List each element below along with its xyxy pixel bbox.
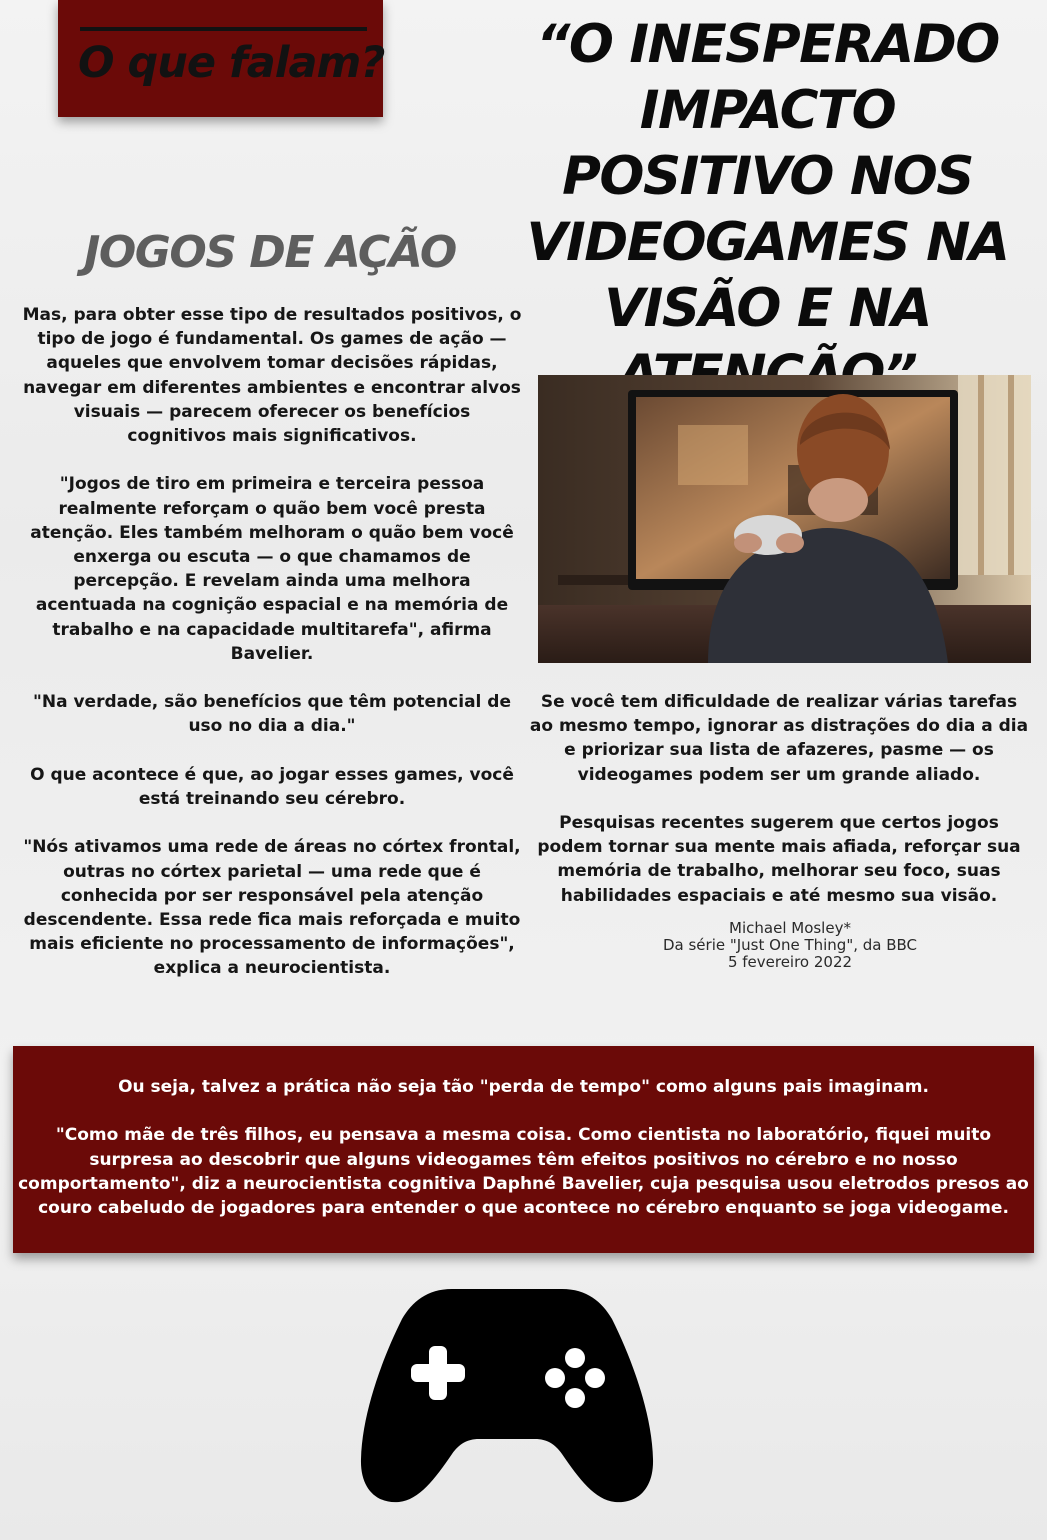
- left-paragraph: Mas, para obter esse tipo de resultados positivos, o tipo de jogo é fundamental. Os games de ação — aqueles que envolvem tomar decisões rápidas, navegar em diferentes ambientes e encontrar alvos visuais — parecem oferecer os benefícios cognitivos mais significativos.: [22, 305, 522, 447]
- credit-date: 5 fevereiro 2022: [727, 953, 853, 971]
- quote-banner: [13, 1046, 1034, 1253]
- right-paragraph: Se você tem dificuldade de realizar várias tarefas ao mesmo tempo, ignorar as distrações do dia a dia e priorizar sua lista de afazeres, pasme — os videogames podem ser um grande aliado.: [529, 692, 1029, 785]
- credit-series: Da série "Just One Thing", da BBC: [662, 936, 918, 954]
- tag-rule: [80, 27, 367, 31]
- left-paragraph: "Na verdade, são benefícios que têm potencial de uso no dia a dia.": [33, 692, 511, 737]
- banner-paragraph: "Como mãe de três filhos, eu pensava a mesma coisa. Como cientista no laboratório, fiquei muito surpresa ao descobrir que alguns videogames têm efeitos positivos no cérebro e no nosso comportamento", diz a neurocientista cognitiva Daphné Bavelier, cuja pesquisa usou eletrodos presos ao couro cabeludo de jogadores para entender o que acontece no cérebro enquanto se joga videogame.: [18, 1125, 1029, 1218]
- section-tag: [58, 0, 383, 117]
- banner-paragraph: Ou seja, talvez a prática não seja tão "perda de tempo" como alguns pais imaginam.: [118, 1077, 929, 1097]
- credit-author: Michael Mosley*: [729, 919, 851, 937]
- article-credit: [640, 920, 940, 971]
- person-playing-videogame-photo: [538, 375, 1031, 663]
- photo-illustration: [538, 375, 1031, 663]
- left-column: [22, 303, 522, 1005]
- article-headline: “O INESPERADO IMPACTO POSITIVO NOS VIDEOGAMES NA VISÃO E NA: [526, 14, 1009, 339]
- right-column: [528, 690, 1030, 932]
- section-title: JOGOS DE AÇÃO: [84, 227, 456, 278]
- left-paragraph: "Nós ativamos uma rede de áreas no córtex frontal, outras no córtex parietal — uma rede que é conhecida por ser responsável pela atenção descendente. Essa rede fica mais reforçada e muito mais eficiente no processamento de informações", explica a neurocientista.: [23, 837, 521, 979]
- gamepad-icon: [357, 1284, 657, 1506]
- gamepad-icon-graphic: [357, 1284, 657, 1506]
- left-paragraph: "Jogos de tiro em primeira e terceira pessoa realmente reforçam o quão bem você presta atenção. Eles também melhoram o quão bem você enxerga ou escuta — o que chamamos de percepção. E revelam ainda uma melhora acentuada na cognição espacial e na memória de trabalho e na capacidade multitarefa", afirma Bavelier.: [30, 474, 514, 664]
- right-paragraph: Pesquisas recentes sugerem que certos jogos podem tornar sua mente mais afiada, reforçar sua memória de trabalho, melhorar seu foco, suas habilidades espaciais e até mesmo sua visão.: [537, 813, 1021, 906]
- tag-label: O que falam?: [78, 38, 385, 88]
- left-paragraph: O que acontece é que, ao jogar esses games, você está treinando seu cérebro.: [30, 764, 514, 810]
